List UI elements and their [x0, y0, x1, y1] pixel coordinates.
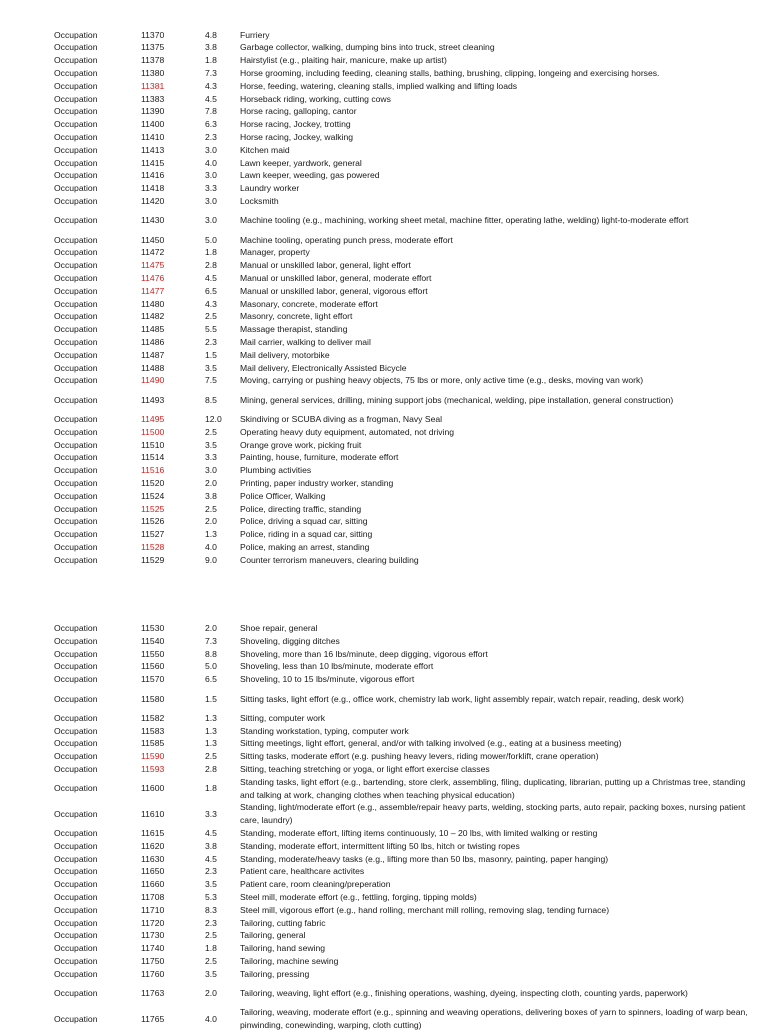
code-cell: 11529	[141, 554, 165, 565]
met-value-cell: 2.3	[205, 131, 217, 142]
code-cell: 11487	[141, 349, 165, 360]
category-cell: Occupation	[54, 661, 98, 672]
category-cell: Occupation	[54, 490, 98, 501]
description-cell: Standing, light/moderate effort (e.g., assemble/repair heavy parts, welding, stocking parts, auto repair, packing boxes, nursing patient care, laundry)	[240, 802, 746, 826]
code-cell: 11708	[141, 892, 165, 902]
category-cell: Occupation	[54, 183, 98, 194]
description-cell: Machine tooling (e.g., machining, working sheet metal, machine fitter, operating lathe, welding) light-to-moderate effort	[240, 215, 689, 226]
table-row	[0, 801, 768, 827]
met-value-cell: 2.5	[205, 503, 217, 514]
category-cell: Occupation	[54, 751, 98, 762]
description-cell: Standing, moderate/heavy tasks (e.g., lifting more than 50 lbs, masonry, painting, paper hanging)	[240, 853, 609, 864]
description-cell: Police, directing traffic, standing	[240, 503, 362, 514]
description-cell: Tailoring, hand sewing	[240, 943, 326, 954]
category-cell: Occupation	[54, 106, 98, 117]
category-cell: Occupation	[54, 144, 98, 155]
code-cell: 11490	[141, 375, 165, 386]
met-value-cell: 4.3	[205, 298, 217, 309]
met-value-cell: 6.3	[205, 119, 217, 130]
category-cell: Occupation	[54, 336, 98, 347]
code-cell: 11765	[141, 1013, 165, 1024]
code-cell: 11585	[141, 738, 165, 749]
description-cell: Sitting tasks, moderate effort (e.g. pushing heavy levers, riding mower/forklift, crane operation)	[240, 751, 599, 762]
category-cell: Occupation	[54, 764, 98, 774]
description-cell: Sitting meetings, light effort, general, and/or with talking involved (e.g., eating at a business meeting)	[240, 738, 622, 749]
category-cell: Occupation	[54, 465, 98, 476]
category-cell: Occupation	[54, 93, 98, 104]
description-cell: Operating heavy duty equipment, automated, not driving	[240, 426, 455, 437]
met-value-cell: 7.3	[205, 67, 217, 78]
met-value-cell: 8.8	[205, 648, 217, 659]
category-cell: Occupation	[54, 285, 98, 296]
category-cell: Occupation	[54, 131, 98, 142]
description-cell: Lawn keeper, yardwork, general	[240, 157, 362, 168]
description-cell: Orange grove work, picking fruit	[240, 439, 362, 450]
description-cell: Police, driving a squad car, sitting	[240, 516, 368, 527]
met-value-cell: 4.8	[205, 29, 217, 40]
category-cell: Occupation	[54, 879, 98, 890]
code-cell: 11540	[141, 635, 165, 646]
category-cell: Occupation	[54, 170, 98, 181]
code-cell: 11620	[141, 840, 165, 851]
code-cell: 11516	[141, 465, 165, 476]
met-value-cell: 2.5	[205, 930, 217, 941]
description-cell: Standing workstation, typing, computer work	[240, 725, 409, 736]
table-row	[0, 1006, 768, 1032]
category-cell: Occupation	[54, 349, 98, 360]
category-cell: Occupation	[54, 503, 98, 514]
description-cell: Shoe repair, general	[240, 623, 318, 633]
category-cell: Occupation	[54, 260, 98, 271]
category-cell: Occupation	[54, 674, 98, 685]
code-cell: 11380	[141, 67, 165, 78]
category-cell: Occupation	[54, 375, 98, 386]
code-cell: 11480	[141, 298, 165, 309]
code-cell: 11600	[141, 783, 165, 794]
met-value-cell: 1.3	[205, 725, 217, 736]
met-value-cell: 3.3	[205, 452, 217, 463]
description-cell: Horse racing, galloping, cantor	[240, 106, 357, 117]
met-value-cell: 3.3	[205, 808, 217, 819]
met-value-cell: 7.5	[205, 375, 217, 386]
category-cell: Occupation	[54, 516, 98, 527]
code-cell: 11528	[141, 541, 165, 552]
description-cell: Steel mill, moderate effort (e.g., fettling, forging, tipping molds)	[240, 892, 477, 902]
code-cell: 11740	[141, 943, 165, 954]
category-cell: Occupation	[54, 394, 98, 405]
met-value-cell: 12.0	[205, 413, 222, 424]
code-cell: 11582	[141, 712, 165, 723]
category-cell: Occupation	[54, 298, 98, 309]
code-cell: 11710	[141, 904, 165, 915]
code-cell: 11720	[141, 917, 165, 928]
description-cell: Shoveling, more than 16 lbs/minute, deep digging, vigorous effort	[240, 648, 488, 659]
description-cell: Police, making an arrest, standing	[240, 541, 370, 552]
met-value-cell: 2.8	[205, 260, 217, 271]
description-cell: Sitting tasks, light effort (e.g., office work, chemistry lab work, light assembly repair, watch repair, reading, desk work)	[240, 693, 684, 704]
description-cell: Counter terrorism maneuvers, clearing building	[240, 554, 419, 565]
category-cell: Occupation	[54, 1013, 98, 1024]
code-cell: 11530	[141, 623, 165, 633]
code-cell: 11410	[141, 131, 165, 142]
met-value-cell: 1.3	[205, 529, 217, 540]
description-cell: Tailoring, weaving, light effort (e.g., finishing operations, washing, dyeing, inspecting cloth, counting yards, paperwork)	[240, 988, 688, 999]
description-cell: Police, riding in a squad car, sitting	[240, 529, 373, 540]
met-value-cell: 5.0	[205, 234, 217, 245]
code-cell: 11482	[141, 311, 165, 322]
code-cell: 11760	[141, 968, 165, 979]
met-value-cell: 7.8	[205, 106, 217, 117]
category-cell: Occupation	[54, 635, 98, 646]
description-cell: Skindiving or SCUBA diving as a frogman, Navy Seal	[240, 413, 443, 424]
met-value-cell: 5.3	[205, 892, 217, 902]
code-cell: 11570	[141, 674, 165, 685]
code-cell: 11550	[141, 648, 165, 659]
code-cell: 11475	[141, 260, 165, 271]
code-cell: 11580	[141, 693, 165, 704]
category-cell: Occupation	[54, 541, 98, 552]
code-cell: 11383	[141, 93, 165, 104]
code-cell: 11525	[141, 503, 165, 514]
category-cell: Occupation	[54, 738, 98, 749]
category-cell: Occupation	[54, 67, 98, 78]
description-cell: Horse racing, Jockey, walking	[240, 131, 354, 142]
code-cell: 11420	[141, 195, 165, 206]
code-cell: 11660	[141, 879, 165, 890]
met-value-cell: 2.8	[205, 764, 217, 774]
description-cell: Tailoring, weaving, moderate effort (e.g., spinning and weaving operations, delivering boxes of yarn to spinners, loading of warp bean, pinwinding, conewinding, warping, cloth cutting)	[240, 1007, 748, 1031]
met-value-cell: 1.3	[205, 738, 217, 749]
category-cell: Occupation	[54, 362, 98, 373]
met-value-cell: 8.3	[205, 904, 217, 915]
met-value-cell: 3.5	[205, 968, 217, 979]
code-cell: 11593	[141, 764, 165, 774]
category-cell: Occupation	[54, 943, 98, 954]
code-cell: 11476	[141, 272, 165, 283]
code-cell: 11416	[141, 170, 165, 181]
met-value-cell: 2.0	[205, 477, 217, 488]
description-cell: Shoveling, 10 to 15 lbs/minute, vigorous effort	[240, 674, 415, 685]
description-cell: Mail delivery, motorbike	[240, 349, 330, 360]
description-cell: Standing, moderate effort, lifting items continuously, 10 – 20 lbs, with limited walking or resting	[240, 828, 598, 838]
description-cell: Patient care, room cleaning/preperation	[240, 879, 391, 890]
description-cell: Shoveling, less than 10 lbs/minute, moderate effort	[240, 661, 434, 672]
code-cell: 11485	[141, 324, 165, 335]
description-cell: Standing, moderate effort, intermittent lifting 50 lbs, hitch or twisting ropes	[240, 840, 520, 851]
code-cell: 11730	[141, 930, 165, 941]
code-cell: 11400	[141, 119, 165, 130]
met-value-cell: 4.3	[205, 80, 217, 91]
category-cell: Occupation	[54, 42, 98, 53]
met-value-cell: 2.3	[205, 917, 217, 928]
category-cell: Occupation	[54, 119, 98, 130]
code-cell: 11472	[141, 247, 165, 258]
code-cell: 11418	[141, 183, 165, 194]
category-cell: Occupation	[54, 712, 98, 723]
description-cell: Garbage collector, walking, dumping bins into truck, street cleaning	[240, 42, 495, 53]
category-cell: Occupation	[54, 413, 98, 424]
category-cell: Occupation	[54, 725, 98, 736]
category-cell: Occupation	[54, 55, 98, 66]
category-cell: Occupation	[54, 904, 98, 915]
description-cell: Steel mill, vigorous effort (e.g., hand rolling, merchant mill rolling, removing slag, tending furnace)	[240, 904, 610, 915]
met-value-cell: 1.5	[205, 693, 217, 704]
met-value-cell: 3.5	[205, 879, 217, 890]
code-cell: 11590	[141, 751, 165, 762]
code-cell: 11370	[141, 29, 165, 40]
met-value-cell: 4.5	[205, 93, 217, 104]
code-cell: 11610	[141, 808, 165, 819]
category-cell: Occupation	[54, 477, 98, 488]
description-cell: Moving, carrying or pushing heavy objects, 75 lbs or more, only active time (e.g., desks, moving van work)	[240, 375, 644, 386]
category-cell: Occupation	[54, 648, 98, 659]
met-value-cell: 4.5	[205, 853, 217, 864]
met-value-cell: 4.0	[205, 1013, 217, 1024]
code-cell: 11527	[141, 529, 165, 540]
code-cell: 11560	[141, 661, 165, 672]
description-cell: Sitting, teaching stretching or yoga, or light effort exercise classes	[240, 764, 490, 774]
met-value-cell: 5.0	[205, 661, 217, 672]
category-cell: Occupation	[54, 215, 98, 226]
description-cell: Hairstylist (e.g., plaiting hair, manicure, make up artist)	[240, 55, 447, 66]
met-value-cell: 2.5	[205, 426, 217, 437]
description-cell: Tailoring, cutting fabric	[240, 917, 326, 928]
met-value-cell: 6.5	[205, 674, 217, 685]
code-cell: 11583	[141, 725, 165, 736]
met-value-cell: 4.0	[205, 541, 217, 552]
category-cell: Occupation	[54, 840, 98, 851]
description-cell: Horse grooming, including feeding, cleaning stalls, bathing, brushing, clipping, longeing and exercising horses.	[240, 67, 660, 78]
code-cell: 11510	[141, 439, 165, 450]
code-cell: 11750	[141, 956, 165, 966]
code-cell: 11390	[141, 106, 165, 117]
category-cell: Occupation	[54, 866, 98, 877]
met-value-cell: 2.3	[205, 866, 217, 877]
code-cell: 11615	[141, 828, 165, 838]
category-cell: Occupation	[54, 554, 98, 565]
description-cell: Printing, paper industry worker, standing	[240, 477, 394, 488]
code-cell: 11413	[141, 144, 165, 155]
description-cell: Mining, general services, drilling, mining support jobs (mechanical, welding, pipe installation, general construction)	[240, 394, 674, 405]
category-cell: Occupation	[54, 157, 98, 168]
met-value-cell: 4.0	[205, 157, 217, 168]
category-cell: Occupation	[54, 808, 98, 819]
category-cell: Occupation	[54, 247, 98, 258]
met-value-cell: 1.8	[205, 55, 217, 66]
description-cell: Tailoring, pressing	[240, 968, 310, 979]
description-cell: Horse, feeding, watering, cleaning stalls, implied walking and lifting loads	[240, 80, 518, 91]
met-value-cell: 3.0	[205, 170, 217, 181]
description-cell: Manual or unskilled labor, general, vigorous effort	[240, 285, 428, 296]
category-cell: Occupation	[54, 452, 98, 463]
category-cell: Occupation	[54, 988, 98, 999]
met-value-cell: 3.0	[205, 215, 217, 226]
description-cell: Mail delivery, Electronically Assisted Bicycle	[240, 362, 407, 373]
code-cell: 11486	[141, 336, 165, 347]
met-value-cell: 1.3	[205, 712, 217, 723]
code-cell: 11381	[141, 80, 165, 91]
category-cell: Occupation	[54, 234, 98, 245]
category-cell: Occupation	[54, 968, 98, 979]
code-cell: 11763	[141, 988, 165, 999]
met-value-cell: 2.3	[205, 336, 217, 347]
met-value-cell: 3.3	[205, 183, 217, 194]
met-value-cell: 3.8	[205, 840, 217, 851]
description-cell: Kitchen maid	[240, 144, 290, 155]
description-cell: Shoveling, digging ditches	[240, 635, 340, 646]
code-cell: 11450	[141, 234, 165, 245]
met-value-cell: 3.0	[205, 465, 217, 476]
met-value-cell: 2.5	[205, 956, 217, 966]
met-value-cell: 2.0	[205, 516, 217, 527]
code-cell: 11378	[141, 55, 165, 66]
description-cell: Massage therapist, standing	[240, 324, 348, 335]
category-cell: Occupation	[54, 828, 98, 838]
category-cell: Occupation	[54, 892, 98, 902]
description-cell: Tailoring, machine sewing	[240, 956, 339, 966]
description-cell: Manual or unskilled labor, general, moderate effort	[240, 272, 432, 283]
description-cell: Standing tasks, light effort (e.g., bartending, store clerk, assembling, filing, duplicating, librarian, putting up a Christmas tree, standing and talking at work, changing clothes when teaching physical education)	[240, 776, 746, 800]
description-cell: Masonry, concrete, light effort	[240, 311, 353, 322]
met-value-cell: 6.5	[205, 285, 217, 296]
code-cell: 11430	[141, 215, 165, 226]
code-cell: 11495	[141, 413, 165, 424]
met-value-cell: 1.8	[205, 943, 217, 954]
met-value-cell: 8.5	[205, 394, 217, 405]
met-value-cell: 1.8	[205, 247, 217, 258]
code-cell: 11520	[141, 477, 165, 488]
description-cell: Manual or unskilled labor, general, light effort	[240, 260, 411, 271]
met-value-cell: 1.8	[205, 783, 217, 794]
category-cell: Occupation	[54, 529, 98, 540]
code-cell: 11630	[141, 853, 165, 864]
description-cell: Lawn keeper, weeding, gas powered	[240, 170, 380, 181]
met-value-cell: 3.0	[205, 195, 217, 206]
description-cell: Mail carrier, walking to deliver mail	[240, 336, 371, 347]
description-cell: Horse racing, Jockey, trotting	[240, 119, 351, 130]
description-cell: Tailoring, general	[240, 930, 306, 941]
code-cell: 11493	[141, 394, 165, 405]
met-value-cell: 3.0	[205, 144, 217, 155]
description-cell: Sitting, computer work	[240, 712, 326, 723]
category-cell: Occupation	[54, 930, 98, 941]
code-cell: 11488	[141, 362, 165, 373]
category-cell: Occupation	[54, 29, 98, 40]
table-row	[0, 776, 768, 802]
description-cell: Furriery	[240, 29, 270, 40]
met-value-cell: 4.5	[205, 272, 217, 283]
category-cell: Occupation	[54, 80, 98, 91]
category-cell: Occupation	[54, 324, 98, 335]
category-cell: Occupation	[54, 956, 98, 966]
met-value-cell: 7.3	[205, 635, 217, 646]
code-cell: 11375	[141, 42, 165, 53]
code-cell: 11477	[141, 285, 165, 296]
met-value-cell: 2.0	[205, 623, 217, 633]
met-value-cell: 3.5	[205, 362, 217, 373]
category-cell: Occupation	[54, 853, 98, 864]
met-value-cell: 1.5	[205, 349, 217, 360]
met-value-cell: 9.0	[205, 554, 217, 565]
description-cell: Laundry worker	[240, 183, 300, 194]
description-cell: Patient care, healthcare activites	[240, 866, 365, 877]
met-value-cell: 4.5	[205, 828, 217, 838]
category-cell: Occupation	[54, 195, 98, 206]
category-cell: Occupation	[54, 623, 98, 633]
description-cell: Machine tooling, operating punch press, moderate effort	[240, 234, 453, 245]
met-value-cell: 2.5	[205, 311, 217, 322]
met-value-cell: 3.8	[205, 490, 217, 501]
code-cell: 11514	[141, 452, 165, 463]
description-cell: Masonary, concrete, moderate effort	[240, 298, 378, 309]
code-cell: 11524	[141, 490, 165, 501]
category-cell: Occupation	[54, 311, 98, 322]
code-cell: 11650	[141, 866, 165, 877]
category-cell: Occupation	[54, 917, 98, 928]
category-cell: Occupation	[54, 693, 98, 704]
code-cell: 11415	[141, 157, 165, 168]
category-cell: Occupation	[54, 783, 98, 794]
met-value-cell: 3.8	[205, 42, 217, 53]
category-cell: Occupation	[54, 272, 98, 283]
description-cell: Police Officer, Walking	[240, 490, 326, 501]
category-cell: Occupation	[54, 426, 98, 437]
code-cell: 11526	[141, 516, 165, 527]
description-cell: Painting, house, furniture, moderate effort	[240, 452, 399, 463]
code-cell: 11500	[141, 426, 165, 437]
category-cell: Occupation	[54, 439, 98, 450]
met-value-cell: 5.5	[205, 324, 217, 335]
description-cell: Manager, property	[240, 247, 310, 258]
met-value-cell: 2.5	[205, 751, 217, 762]
description-cell: Locksmith	[240, 195, 279, 206]
met-value-cell: 3.5	[205, 439, 217, 450]
description-cell: Horseback riding, working, cutting cows	[240, 93, 391, 104]
description-cell: Plumbing activities	[240, 465, 312, 476]
met-value-cell: 2.0	[205, 988, 217, 999]
